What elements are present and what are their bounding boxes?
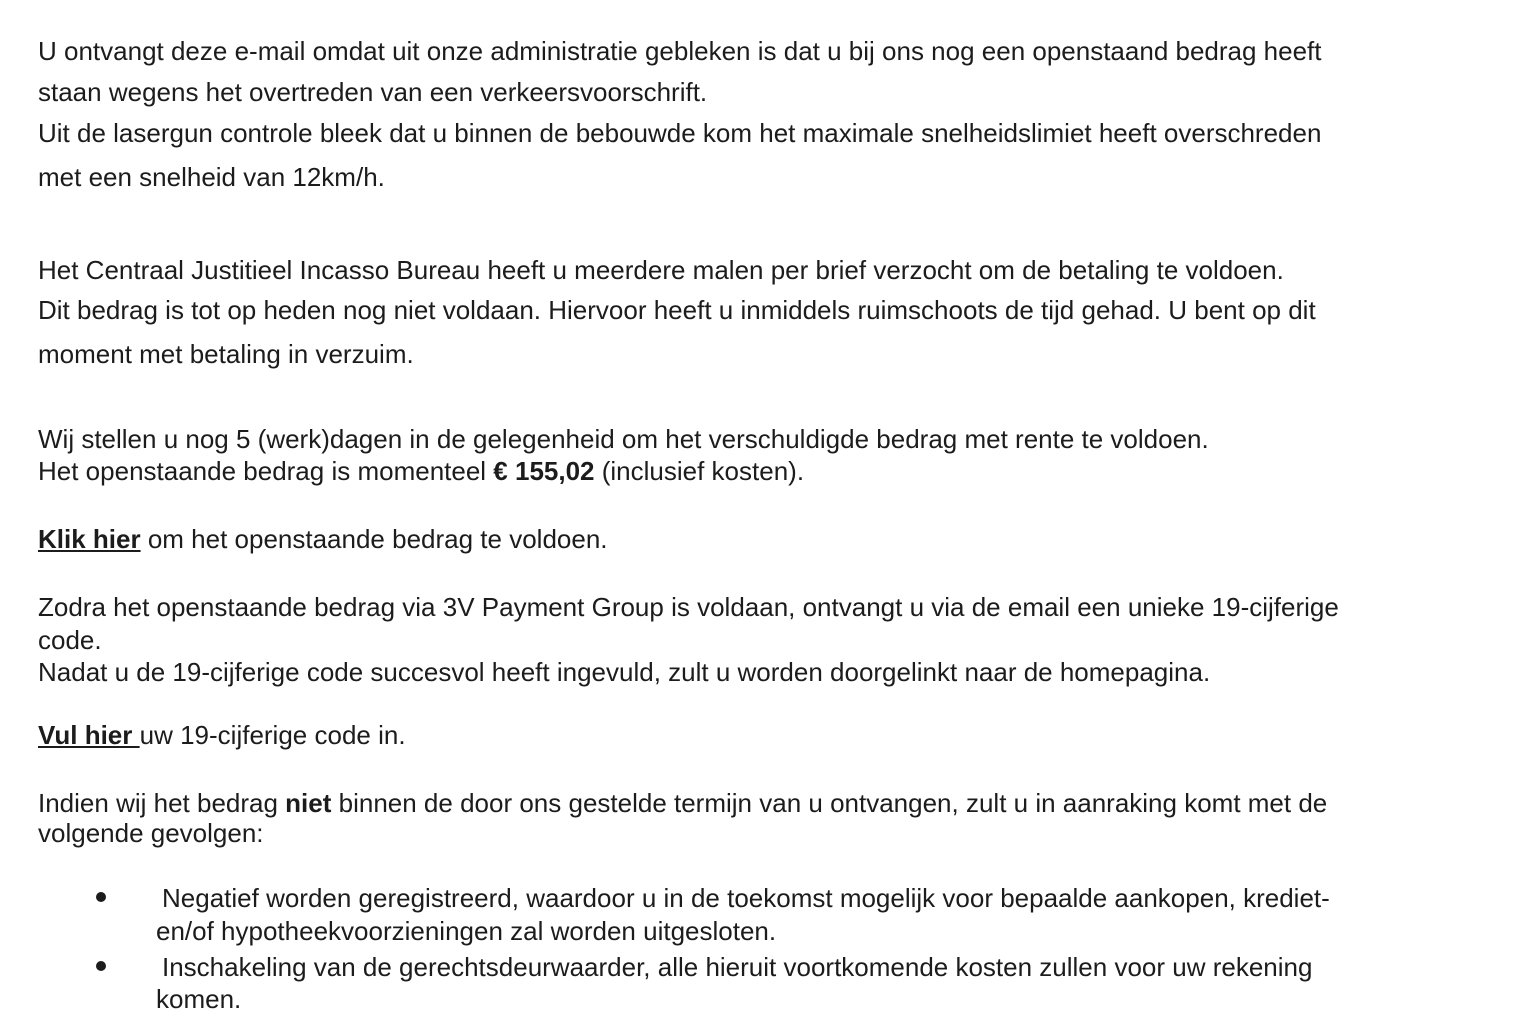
pay-link-text: om het openstaande bedrag te voldoen. bbox=[140, 524, 608, 554]
bullet-1-line-1: Negatief worden geregistreerd, waardoor u in de toekomst mogelijk voor bepaalde aankopen, krediet- bbox=[162, 883, 1330, 913]
paragraph-3-line-2 bbox=[38, 458, 804, 484]
bullet-1-line-2: en/of hypotheekvoorzieningen zal worden uitgesloten. bbox=[156, 916, 777, 946]
paragraph-1-line-3: Uit de lasergun controle bleek dat u binnen de bebouwde kom het maximale snelheidslimiet heeft overschreden bbox=[38, 118, 1322, 148]
paragraph-2-line-1: Het Centraal Justitieel Incasso Bureau heeft u meerdere malen per brief verzocht om de betaling te voldoen. bbox=[38, 255, 1284, 285]
paragraph-5-line-1 bbox=[38, 790, 1327, 816]
bullet-2-line-2: komen. bbox=[156, 984, 242, 1014]
amount-suffix: (inclusief kosten). bbox=[594, 456, 805, 486]
paragraph-3-line-1: Wij stellen u nog 5 (werk)dagen in de gelegenheid om het verschuldigde bedrag met rente te voldoen. bbox=[38, 424, 1209, 454]
paragraph-2-line-2: Dit bedrag is tot op heden nog niet voldaan. Hiervoor heeft u inmiddels ruimschoots de tijd gehad. U bent op dit bbox=[38, 295, 1316, 325]
paragraph-4-line-2: code. bbox=[38, 625, 102, 655]
paragraph-1-line-4: met een snelheid van 12km/h. bbox=[38, 162, 385, 192]
bullet-icon bbox=[96, 961, 106, 971]
code-link-text: uw 19-cijferige code in. bbox=[139, 720, 406, 750]
enter-code-link[interactable]: Vul hier bbox=[38, 720, 140, 750]
bullet-icon bbox=[96, 892, 106, 902]
paragraph-4-line-1: Zodra het openstaande bedrag via 3V Payment Group is voldaan, ontvangt u via de email een unieke 19-cijferige bbox=[38, 592, 1339, 622]
outstanding-amount: € 155,02 bbox=[493, 456, 595, 486]
paragraph-4-line-3: Nadat u de 19-cijferige code succesvol heeft ingevuld, zult u worden doorgelinkt naar de homepagina. bbox=[38, 657, 1211, 687]
bullet-2-line-1: Inschakeling van de gerechtsdeurwaarder, alle hieruit voortkomende kosten zullen voor uw rekening bbox=[162, 952, 1313, 982]
code-link-line bbox=[38, 722, 406, 748]
paragraph-1-line-1: U ontvangt deze e-mail omdat uit onze administratie gebleken is dat u bij ons nog een openstaand bedrag heeft bbox=[38, 36, 1322, 66]
pay-now-link[interactable]: Klik hier bbox=[38, 524, 141, 554]
paragraph-2-line-3: moment met betaling in verzuim. bbox=[38, 339, 414, 369]
consequence-prefix: Indien wij het bedrag bbox=[38, 788, 286, 818]
paragraph-1-line-2: staan wegens het overtreden van een verkeersvoorschrift. bbox=[38, 77, 708, 107]
amount-prefix: Het openstaande bedrag is momenteel bbox=[38, 456, 494, 486]
consequence-suffix: binnen de door ons gestelde termijn van u ontvangen, zult u in aanraking komt met de bbox=[331, 788, 1328, 818]
paragraph-5-line-2: volgende gevolgen: bbox=[38, 818, 264, 848]
pay-link-line bbox=[38, 526, 608, 552]
consequence-bold: niet bbox=[285, 788, 332, 818]
